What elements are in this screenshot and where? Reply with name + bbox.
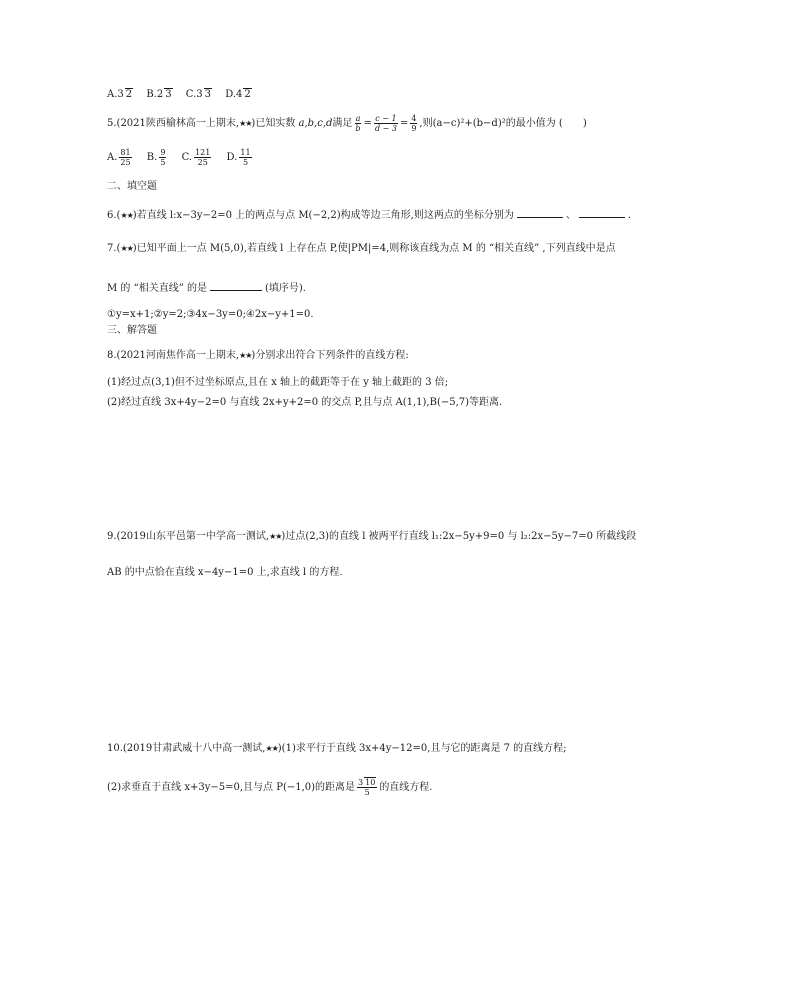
q4-option-d: D.4 2 [225, 89, 251, 100]
q8-part-2: (2)经过直线 3x+4y−2=0 与直线 2x+y+2=0 的交点 P,且与点 A(1,1),B(−5,7)等距离. [107, 397, 503, 408]
q10-stem: 10.(2019甘肃武威十八中高一测试,★★)(1)求平行于直线 3x+4y−12=0,且与它的距离是 7 的直线方程; [107, 743, 567, 754]
q5-stem: 5.(2021陕西榆林高一上期末,★★)已知实数 a,b,c,d满足 $\frac{a}{b}$ = $\frac{c - 1}{d - 3}$ = $\frac{4}{9}$ ,则(a−c)²+(b−d)²的最小值为 ( ) [107, 114, 587, 133]
q6-answer-blank-1[interactable] [517, 207, 563, 218]
q5-fraction-2: $\frac{c - 1}{d - 3}$ [374, 114, 397, 133]
q4-option-b: B.2 3 [146, 89, 172, 100]
difficulty-stars-icon: ★★ [120, 211, 133, 220]
q8-part-1: (1)经过点(3,1)但不过坐标原点,且在 x 轴上的截距等于在 y 轴上截距的 3 倍; [107, 377, 449, 388]
q7-answer-blank[interactable] [210, 280, 262, 291]
q5-fraction-3: $\frac{4}{9}$ [411, 114, 417, 133]
difficulty-stars-icon: ★★ [120, 244, 133, 253]
q4-option-a: A.3 2 [107, 89, 133, 100]
section-heading-solutions: 三、解答题 [107, 325, 157, 336]
difficulty-stars-icon: ★★ [239, 351, 252, 360]
q10-part-2: (2)求垂直于直线 x+3y−5=0,且与点 P(−1,0)的距离是 $\frac{3 10}{5}$ 的直线方程. [107, 778, 433, 797]
difficulty-stars-icon: ★★ [239, 119, 252, 128]
q9-stem-line2: AB 的中点恰在直线 x−4y−1=0 上,求直线 l 的方程. [107, 567, 343, 578]
q4-options [107, 88, 262, 102]
q7-stem-line2: M 的 “相关直线” 的是 (填序号). [107, 280, 306, 296]
q5-option-a: A. $\frac{81}{25}$ [107, 148, 131, 167]
q5-fraction-1: $\frac{a}{b}$ [355, 114, 361, 133]
q7-options: ①y=x+1;②y=2;③4x−3y=0;④2x−y+1=0. [107, 309, 314, 320]
difficulty-stars-icon: ★★ [269, 532, 282, 541]
difficulty-stars-icon: ★★ [265, 744, 278, 753]
q6-answer-blank-2[interactable] [579, 207, 625, 218]
q5-option-d: D. $\frac{11}{5}$ [226, 148, 251, 167]
q10-distance-fraction: $\frac{3 10}{5}$ [358, 778, 376, 797]
q5-options [107, 148, 264, 167]
section-heading-fill-in: 二、填空题 [107, 181, 157, 192]
q7-stem: 7.(★★)已知平面上一点 M(5,0),若直线 l 上存在点 P,使|PM|=4,则称该直线为点 M 的 “相关直线” ,下列直线中是点 [107, 243, 616, 254]
q5-option-c: C. $\frac{121}{25}$ [181, 148, 211, 167]
q6-stem: 6.(★★)若直线 l:x−3y−2=0 上的两点与点 M(−2,2)构成等边三角形,则这两点的坐标分别为 、 . [107, 207, 631, 223]
q9-stem: 9.(2019山东平邑第一中学高一测试,★★)过点(2,3)的直线 l 被两平行直线 l₁:2x−5y+9=0 与 l₂:2x−5y−7=0 所截线段 [107, 531, 637, 542]
q4-option-c: C.3 3 [185, 89, 211, 100]
q8-stem: 8.(2021河南焦作高一上期末,★★)分别求出符合下列条件的直线方程: [107, 350, 409, 361]
q5-option-b: B. $\frac{9}{5}$ [146, 148, 166, 167]
